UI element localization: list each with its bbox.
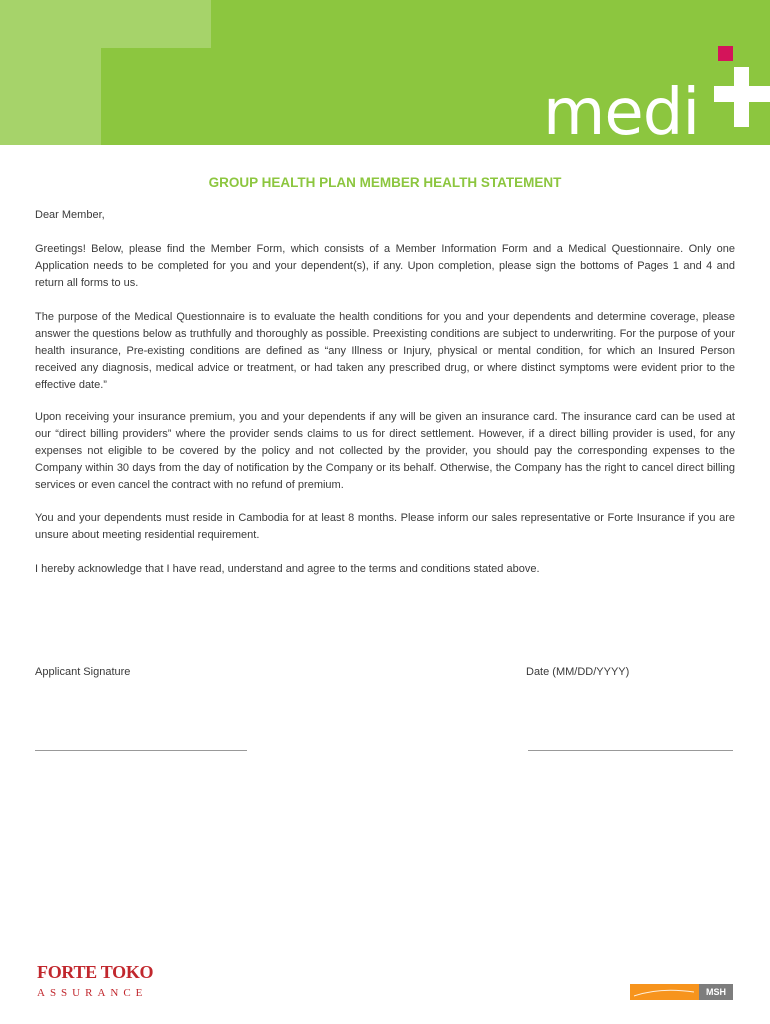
plus-icon-horizontal <box>714 86 770 102</box>
signature-label: Applicant Signature <box>35 666 131 678</box>
medi-logo: medi <box>543 76 700 150</box>
document-title: GROUP HEALTH PLAN MEMBER HEALTH STATEMENT <box>208 175 562 190</box>
msh-logo-swoosh <box>630 984 699 1000</box>
date-line[interactable] <box>528 750 733 751</box>
salutation: Dear Member, <box>35 209 105 221</box>
date-label: Date (MM/DD/YYYY) <box>526 666 630 678</box>
paragraph-insurance-card: Upon receiving your insurance premium, you and your dependents if any will be given an insurance card. The insurance card can be used at our “direct billing providers” where the provider sends claims to us for direct settlement. However, if a direct billing provider is used, for any expenses not eligible to be covered by the policy and not collected by the provider, you should pay the corresponding expenses to the Company within 30 days from the day of notification by the Company or its behalf. Otherwise, the Company has the right to cancel direct billing services or even cancel the contract with no refund of premium. <box>35 411 735 491</box>
logo-accent-square <box>718 46 733 61</box>
header-banner <box>0 0 770 150</box>
msh-logo-text: MSH <box>699 984 733 1000</box>
forte-toko-logo <box>37 962 167 1007</box>
forte-logo-name: FORTE TOKO <box>37 962 154 982</box>
banner-light-block <box>0 48 101 145</box>
paragraph-purpose: The purpose of the Medical Questionnaire is to evaluate the health conditions for you and your dependents and determine coverage, please answer the questions below as truthfully and thoroughly as possible. Preexisting conditions are subject to underwriting. For the purpose of your health insurance, Pre-existing conditions are defined as “any Illness or Injury, physical or mental condition, for which an Insured Person received any diagnosis, medical advice or treatment, or had taken any prescribed drug, or where distinct symptoms were evident prior to the effective date.” <box>35 311 735 391</box>
signature-line[interactable] <box>35 750 247 751</box>
paragraph-greeting: Greetings! Below, please find the Member Form, which consists of a Member Information Form and a Medical Questionnaire. Only one Application needs to be completed for you and your dependent(s), if any. Upon completion, please sign the bottoms of Pages 1 and 4 and return all forms to us. <box>35 243 735 289</box>
paragraph-acknowledgement: I hereby acknowledge that I have read, understand and agree to the terms and conditions stated above. <box>35 563 540 575</box>
forte-logo-subtitle: ASSURANCE <box>37 987 148 999</box>
banner-light-block <box>0 0 211 48</box>
paragraph-residence: You and your dependents must reside in Cambodia for at least 8 months. Please inform our sales representative or Forte Insurance if you are unsure about meeting residential requirement. <box>35 512 735 541</box>
msh-logo <box>630 984 733 1000</box>
